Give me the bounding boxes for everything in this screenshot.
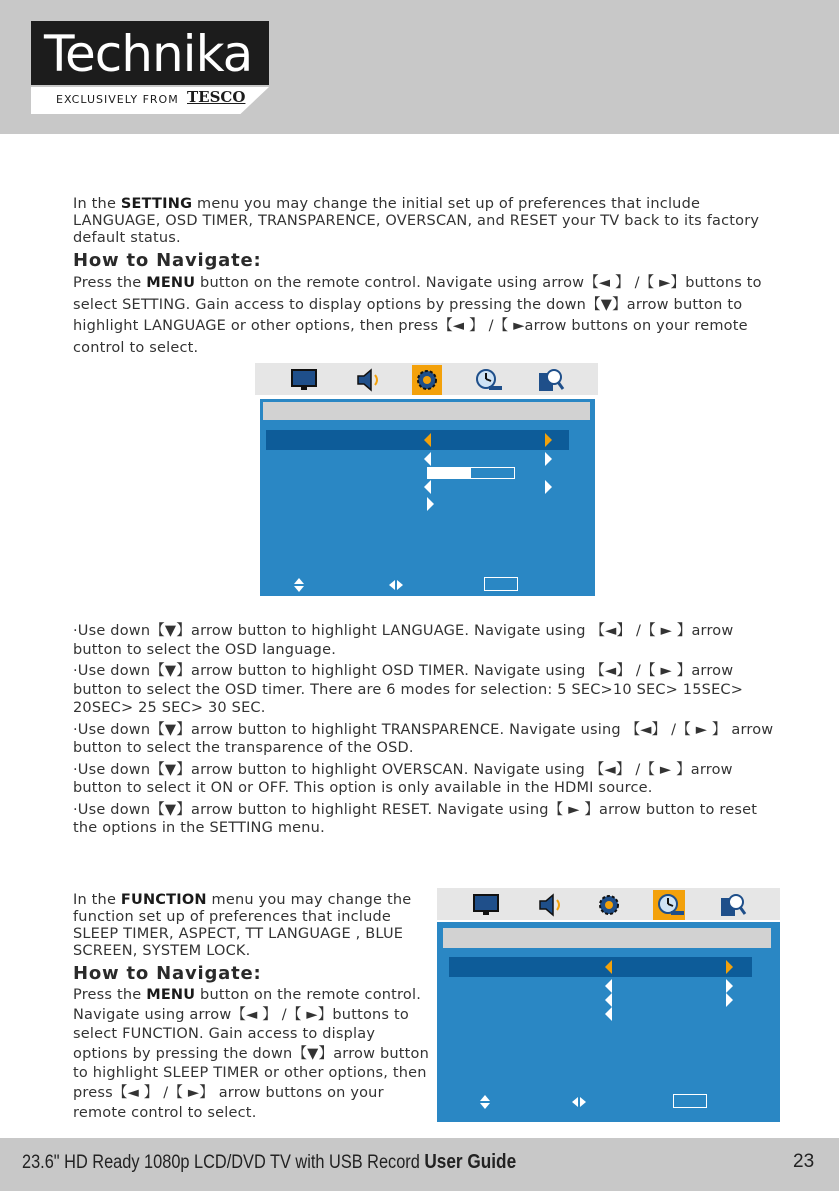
search-icon: [719, 892, 747, 918]
function-intro: In the FUNCTION menu you may change the function set up of preferences that include SLEEP TIMER, ASPECT, TT LANGUAGE , BLUE SCREEN, SYSTEM LOCK.: [73, 892, 412, 959]
picture-icon: [473, 894, 499, 916]
bullet-reset: ·Use down【▼】arrow button to highlight RESET. Navigate using【 ► 】arrow button to reset the options in the SETTING menu.: [73, 801, 758, 836]
bullet-transparence: ·Use down【▼】arrow button to highlight TRANSPARENCE. Navigate using 【◄】 /【 ► 】 arrow button to select the transparence of the OSD.: [73, 721, 774, 756]
osd-blue-left-arrow: [605, 1007, 612, 1021]
osd-updown-hint-icon: [479, 1094, 491, 1110]
sound-icon: [537, 893, 565, 917]
osd-panel: [437, 922, 780, 1122]
osd-title-bar: [443, 928, 771, 948]
osd-leftright-hint-icon: [571, 1096, 587, 1108]
osd-panel: [260, 399, 595, 596]
function-osd-screenshot: [437, 888, 780, 1123]
bullet-osd-timer: ·Use down【▼】arrow button to highlight OSD TIMER. Navigate using 【◄】 /【 ► 】arrow button to select the OSD timer. There are 6 modes for selection: 5 SEC>10 SEC> 15SEC> 20SEC> 25 SEC> 30 SEC.: [73, 663, 744, 716]
osd-reset-right-arrow: [427, 497, 434, 511]
setting-bullet-list: [73, 622, 785, 841]
osd-aspect-left-arrow: [605, 979, 612, 993]
osd-tt-left-arrow: [605, 993, 612, 1007]
footer-title: 23.6" HD Ready 1080p LCD/DVD TV with USB Record User Guide: [22, 1151, 517, 1173]
setting-icon: [597, 893, 621, 917]
function-icon: [475, 368, 503, 392]
retailer-logo: TESCO: [187, 88, 246, 106]
sound-icon: [355, 368, 383, 392]
page-number: 23: [793, 1151, 815, 1172]
osd-transparence-fill: [428, 468, 471, 478]
osd-menu-hint-box: [484, 577, 518, 591]
osd-leftright-hint-icon: [388, 579, 404, 591]
setting-intro: In the SETTING menu you may change the initial set up of preferences that include LANGUAGE, OSD TIMER, TRANSPARENCE, OVERSCAN, and RESET your TV back to its factory default status.: [73, 196, 760, 246]
osd-timer-left-arrow: [424, 452, 431, 466]
osd-sleep-left-arrow: [605, 960, 612, 974]
osd-highlight-row: [449, 957, 752, 977]
osd-aspect-right-arrow: [726, 979, 733, 993]
osd-overscan-left-arrow: [424, 480, 431, 494]
bullet-overscan: ·Use down【▼】arrow button to highlight OVERSCAN. Navigate using 【◄】 /【 ► 】arrow button to select it ON or OFF. This option is only available in the HDMI source.: [73, 761, 733, 796]
setting-osd-screenshot: [255, 363, 598, 596]
bullet-language: ·Use down【▼】arrow button to highlight LANGUAGE. Navigate using 【◄】 /【 ► 】arrow button to select the OSD language.: [73, 623, 734, 658]
osd-transparence-bar: [427, 467, 515, 479]
brand-tagline: EXCLUSIVELY FROM: [56, 93, 179, 106]
setting-nav-instructions: Press the MENU button on the remote control. Navigate using arrow【◄ 】 /【 ►】buttons to select SETTING. Gain access to display options by pressing the down【▼】arrow button to highlight LANGUAGE or other options, then press【◄ 】 /【 ►arrow buttons on your remote control to select.: [73, 275, 762, 356]
function-icon: [657, 893, 685, 917]
osd-updown-hint-icon: [293, 577, 305, 593]
osd-highlight-row: [266, 430, 569, 450]
setting-heading: How to Navigate:: [73, 250, 262, 271]
osd-timer-right-arrow: [545, 452, 552, 466]
picture-icon: [291, 369, 317, 391]
function-nav-instructions: Press the MENU button on the remote control. Navigate using arrow【◄ 】 /【 ►】buttons to select FUNCTION. Gain access to display options by pressing the down【▼】arrow button to highlight SLEEP TIMER or other options, then press【◄ 】 /【 ►】 arrow buttons on your remote control to select.: [73, 987, 429, 1121]
osd-title-bar: [263, 402, 590, 420]
function-heading: How to Navigate:: [73, 963, 262, 984]
osd-sleep-right-arrow: [726, 960, 733, 974]
brand-name: Technika: [44, 25, 253, 83]
osd-language-left-arrow: [424, 433, 431, 447]
osd-overscan-right-arrow: [545, 480, 552, 494]
setting-icon: [415, 368, 439, 392]
osd-menu-hint-box: [673, 1094, 707, 1108]
osd-language-right-arrow: [545, 433, 552, 447]
search-icon: [537, 367, 565, 393]
osd-tt-right-arrow: [726, 993, 733, 1007]
